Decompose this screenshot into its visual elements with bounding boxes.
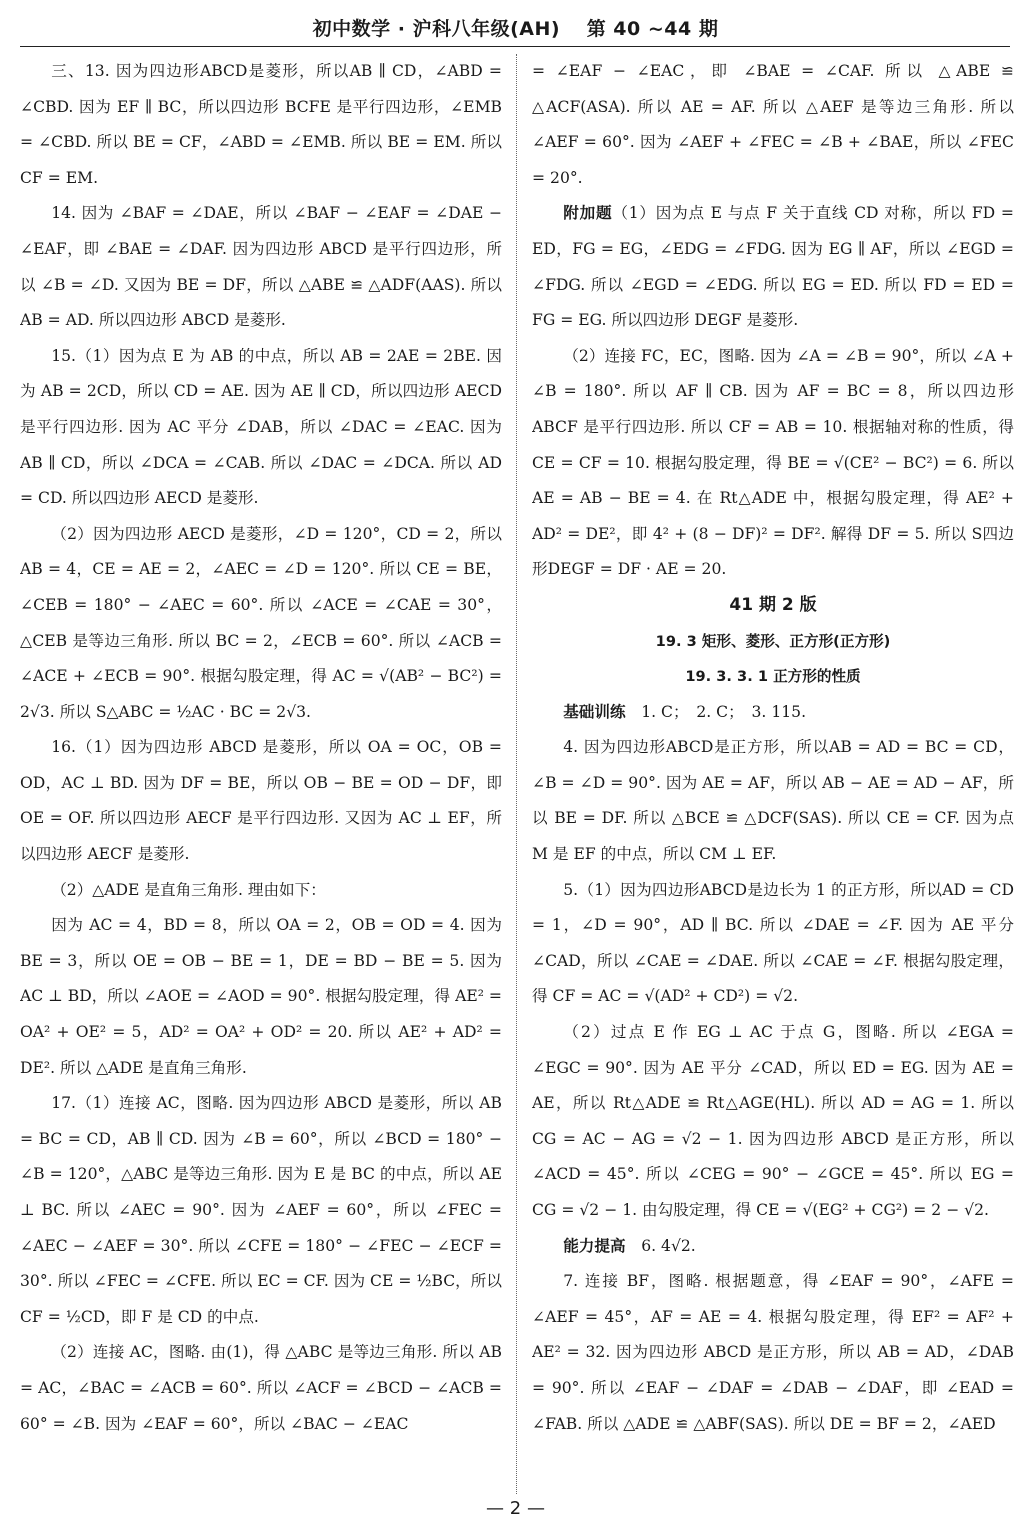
answer-17-2-continued: = ∠EAF − ∠EAC，即 ∠BAE = ∠CAF. 所以 △ABE ≌ △ACF(ASA). 所以 AE = AF. 所以 △AEF 是等边三角形. 所以 ∠AEF = 60°. 因为 ∠AEF + ∠FEC = ∠B + ∠BAE，所以 ∠FEC = 20°. [532,62,1014,187]
answer-17-2: （2）连接 AC，图略. 由(1)，得 △ABC 是等边三角形. 所以 AB = AC，∠BAC = ∠ACB = 60°. 所以 ∠ACF = ∠BCD − ∠ACB = 60° = ∠B. 因为 ∠EAF = 60°，所以 ∠BAC − ∠EAC [20,1343,502,1433]
basic-label: 基础训练 [563,702,626,721]
issue-heading: 41 期 2 版 [729,594,817,615]
answer-15-1: 15.（1）因为点 E 为 AB 的中点，所以 AB = 2AE = 2BE. 因为 AB = 2CD，所以 CD = AE. 因为 AE ∥ CD，所以四边形 AECD 是平行四边形. 因为 AC 平分 ∠DAB，所以 ∠DAC = ∠EAC. 因为 AB ∥ CD，所以 ∠DCA = ∠CAB. 所以 ∠DAC = ∠DCA. 所以 AD = CD. 所以四边形 AECD 是菱形. [20,346,502,508]
answer-17-1: 17.（1）连接 AC，图略. 因为四边形 ABCD 是菱形，所以 AB = BC = CD，AB ∥ CD. 因为 ∠B = 60°，所以 ∠BCD = 180° − ∠B = 120°，△ABC 是等边三角形. 因为 E 是 BC 的中点，所以 AE ⊥ BC. 所以 ∠AEC = 90°. 因为 ∠AEF = 60°，所以 ∠FEC = ∠AEC − ∠AEF = 30°. 所以 ∠CFE = 180° − ∠FEC − ∠ECF = 30°. 所以 ∠FEC = ∠CFE. 所以 EC = CF. 因为 CE = ½BC，所以 CF = ½CD，即 F 是 CD 的中点. [20,1094,502,1326]
basic-answers: 1. C； 2. C； 3. 115. [641,702,807,721]
bonus-1-text: （1）因为点 E 与点 F 关于直线 CD 对称，所以 FD = ED，FG = EG，∠EDG = ∠FDG. 因为 EG ∥ AF，所以 ∠EGD = ∠FDG. 所以 ∠EGD = ∠EDG. 所以 EG = ED. 所以 FD = ED = FG = EG. 所以四边形 DEGF 是菱形. [532,204,1014,330]
answer-14: 14. 因为 ∠BAF = ∠DAE，所以 ∠BAF − ∠EAF = ∠DAE − ∠EAF，即 ∠BAE = ∠DAF. 因为四边形 ABCD 是平行四边形，所以 ∠B = ∠D. 又因为 BE = DF，所以 △ABE ≌ △ADF(AAS). 所以 AB = AD. 所以四边形 ABCD 是菱形. [20,204,502,330]
left-column [20,54,502,1494]
ability-label: 能力提高 [563,1236,626,1255]
answer-16-1: 16.（1）因为四边形 ABCD 是菱形，所以 OA = OC，OB = OD，AC ⊥ BD. 因为 DF = BE，所以 OB − BE = OD − DF，即 OE = OF. 所以四边形 AECF 是平行四边形. 又因为 AC ⊥ EF，所以四边形 AECF 是菱形. [20,738,502,864]
subsection-heading: 19. 3. 3. 1 正方形的性质 [685,668,861,686]
answer-7: 7. 连接 BF，图略. 根据题意，得 ∠EAF = 90°，∠AFE = ∠AEF = 45°，AF = AE = 4. 根据勾股定理，得 EF² = AF² + AE² = 32. 因为四边形 ABCD 是正方形，所以 AB = AD，∠DAB = 90°. 所以 ∠EAF − ∠DAF = ∠DAB − ∠DAF，即 ∠EAD = ∠FAB. 所以 △ADE ≌ △ABF(SAS). 所以 DE = BF = 2，∠AED [532,1272,1014,1433]
bonus-2: （2）连接 FC，EC，图略. 因为 ∠A = ∠B = 90°，所以 ∠A + ∠B = 180°. 所以 AF ∥ CB. 因为 AF = BC = 8，所以四边形 ABCF 是平行四边形. 所以 CF = AB = 10. 根据轴对称的性质，得 CE = CF = 10. 根据勾股定理，得 BE = √(CE² − BC²) = 6. 所以 AE = AB − BE = 4. 在 Rt△ADE 中，根据勾股定理，得 AE² + AD² = DE²，即 4² + (8 − DF)² = DF². 解得 DF = 5. 所以 S四边形DEGF = DF · AE = 20. [532,346,1014,579]
answer-4: 4. 因为四边形ABCD是正方形，所以AB = AD = BC = CD，∠B = ∠D = 90°. 因为 AE = AF，所以 AB − AE = AD − AF，所以 BE = DF. 所以 △BCE ≌ △DCF(SAS). 所以 CE = CF. 因为点 M 是 EF 的中点，所以 CM ⊥ EF. [532,738,1014,864]
answer-15-2: （2）因为四边形 AECD 是菱形，∠D = 120°，CD = 2，所以 AB = 4，CE = AE = 2，∠AEC = ∠D = 120°. 所以 CE = BE，∠CEB = 180° − ∠AEC = 60°. 所以 ∠ACE = ∠CAE = 30°，△CEB 是等边三角形. 所以 BC = 2，∠ECB = 60°. 所以 ∠ACB = ∠ACE + ∠ECB = 90°. 根据勾股定理，得 AC = √(AB² − BC²) = 2√3. 所以 S△ABC = ½AC · BC = 2√3. [20,524,502,721]
answer-5-2: （2）过点 E 作 EG ⊥ AC 于点 G，图略. 所以 ∠EGA = ∠EGC = 90°. 因为 AE 平分 ∠CAD，所以 ED = EG. 因为 AE = AE，所以 Rt△ADE ≌ Rt△AGE(HL). 所以 AD = AG = 1. 所以 CG = AC − AG = √2 − 1. 因为四边形 ABCD 是正方形，所以 ∠ACD = 45°. 所以 ∠CEG = 90° − ∠GCE = 45°. 所以 EG = CG = √2 − 1. 由勾股定理，得 CE = √(EG² + CG²) = 2 − √2. [532,1023,1014,1219]
ability-answers: 6. 4√2. [641,1236,696,1255]
column-divider [516,54,517,1494]
answer-13: 三、13. 因为四边形ABCD是菱形，所以AB ∥ CD，∠ABD = ∠CBD. 因为 EF ∥ BC，所以四边形 BCFE 是平行四边形，∠EMB = ∠CBD. 所以 BE = CF，∠ABD = ∠EMB. 所以 BE = EM. 所以 CF = EM. [20,62,502,187]
basic-training [532,695,1014,731]
page-header: 初中数学 · 沪科八年级(AH) 第 40 ~44 期 [312,18,719,40]
right-column [532,54,1014,1494]
bonus-1 [532,196,1014,338]
answer-16-2-intro: （2）△ADE 是直角三角形. 理由如下： [51,880,326,899]
header-rule [20,46,1010,47]
answer-5-1: 5.（1）因为四边形ABCD是边长为 1 的正方形，所以AD = CD = 1，∠D = 90°，AD ∥ BC. 所以 ∠DAE = ∠F. 因为 AE 平分 ∠CAD，所以 ∠CAE = ∠DAE. 所以 ∠CAE = ∠F. 根据勾股定理，得 CF = AC = √(AD² + CD²) = √2. [532,880,1014,1006]
ability-improve [532,1229,1014,1265]
section-heading: 19. 3 矩形、菱形、正方形(正方形) [655,632,891,650]
answer-16-2: 因为 AC = 4，BD = 8，所以 OA = 2，OB = OD = 4. 因为 BE = 3，所以 OE = OB − BE = 1，DE = BD − BE = 5. 因为 AC ⊥ BD，所以 ∠AOE = ∠AOD = 90°. 根据勾股定理，得 AE² = OA² + OE² = 5，AD² = OA² + OD² = 20. 所以 AE² + AD² = DE². 所以 △ADE 是直角三角形. [20,916,502,1077]
bonus-label: 附加题 [563,204,613,223]
page-number: — 2 — [486,1498,545,1519]
